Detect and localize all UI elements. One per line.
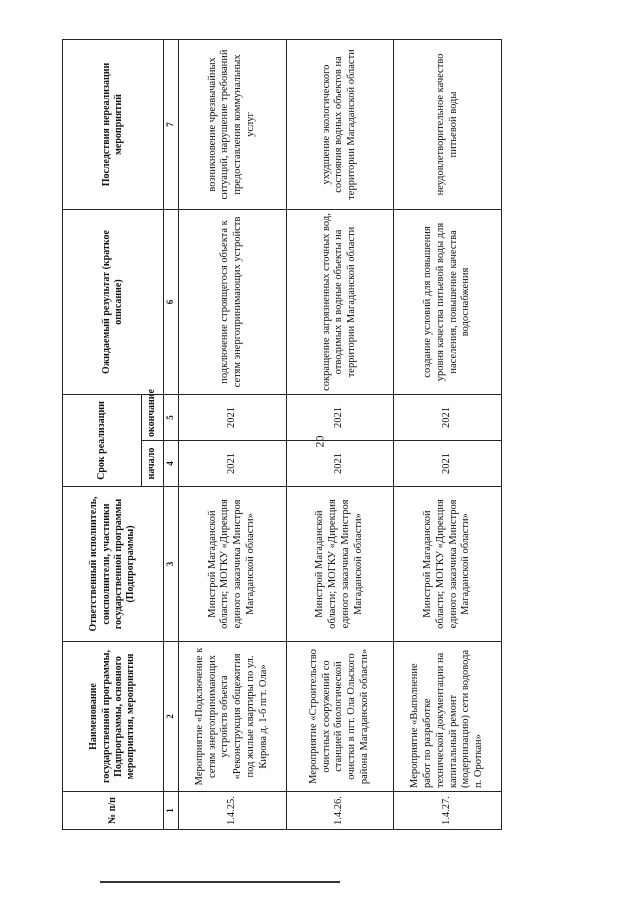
row-name: Мероприятие «Подключение к сетям энергопринимающих устройств объекта «Реконструкция общежития под жилые квартиры по ул. Кирова д. 1-б пгт. Ола» (178, 642, 286, 792)
header-end: окончание (141, 395, 163, 441)
row-name: Мероприятие «Выполнение работ по разработке технической документации на капитальный ремонт (модернизацию) сети водовода п. Ороткан» (394, 642, 502, 792)
column-number-row (163, 40, 178, 830)
row-end: 2021 (286, 395, 394, 441)
column-number: 7 (163, 40, 178, 210)
program-measures-table (62, 39, 502, 830)
row-end: 2021 (394, 395, 502, 441)
header-num: № п/п (63, 792, 164, 830)
row-start: 2021 (178, 441, 286, 487)
row-end: 2021 (178, 395, 286, 441)
row-name: Мероприятие «Строительство очистных сооружений со станцией биологической очистки в пгт. Ола Ольского района Магаданской области» (286, 642, 394, 792)
row-result: сокращение загрязненных сточных вод, отводимых в водные объекты на территории Магаданской области (286, 210, 394, 395)
table-row (286, 40, 394, 830)
column-number: 5 (163, 395, 178, 441)
row-consequences: возникновение чрезвычайных ситуаций, нарушение требований предоставления коммунальных услуг (178, 40, 286, 210)
column-number: 4 (163, 441, 178, 487)
row-result: создание условий для повышения уровня качества питьевой воды для населения, повышение качества водоснабжения (394, 210, 502, 395)
table-row (178, 40, 286, 830)
header-responsible: Ответственный исполнитель, соисполнители, участники государственной программы (Подпрограммы) (63, 487, 164, 642)
header-period: Срок реализации (63, 395, 142, 487)
header-result: Ожидаемый результат (краткое описание) (63, 210, 164, 395)
header-row (63, 40, 142, 830)
header-name: Наименование государственной программы, Подпрограммы, основного мероприятия, мероприятия (63, 642, 164, 792)
row-result: подключение строящегося объекта к сетям энергопринимающих устройств (178, 210, 286, 395)
column-number: 3 (163, 487, 178, 642)
row-start: 2021 (286, 441, 394, 487)
row-num: 1.4.27. (394, 792, 502, 830)
column-number: 2 (163, 642, 178, 792)
row-responsible: Минстрой Магаданской области; МОГКУ «Дирекция единого заказчика Минстроя Магаданской области» (394, 487, 502, 642)
row-consequences: ухудшение экологического состояния водных объектов на территории Магаданской области (286, 40, 394, 210)
rotated-table-wrapper (62, 40, 502, 830)
header-start: начало (141, 441, 163, 487)
row-responsible: Минстрой Магаданской области; МОГКУ «Дирекция единого заказчика Минстроя Магаданской области» (286, 487, 394, 642)
scan-edge-line (100, 881, 340, 883)
row-num: 1.4.26. (286, 792, 394, 830)
row-consequences: неудовлетворительное качество питьевой воды (394, 40, 502, 210)
row-num: 1.4.25. (178, 792, 286, 830)
table-row (394, 40, 502, 830)
row-responsible: Минстрой Магаданской области; МОГКУ «Дирекция единого заказчика Минстроя Магаданской области» (178, 487, 286, 642)
column-number: 1 (163, 792, 178, 830)
row-start: 2021 (394, 441, 502, 487)
page-number: 20 (312, 435, 327, 448)
column-number: 6 (163, 210, 178, 395)
header-consequences: Последствия нереализации мероприятий (63, 40, 164, 210)
